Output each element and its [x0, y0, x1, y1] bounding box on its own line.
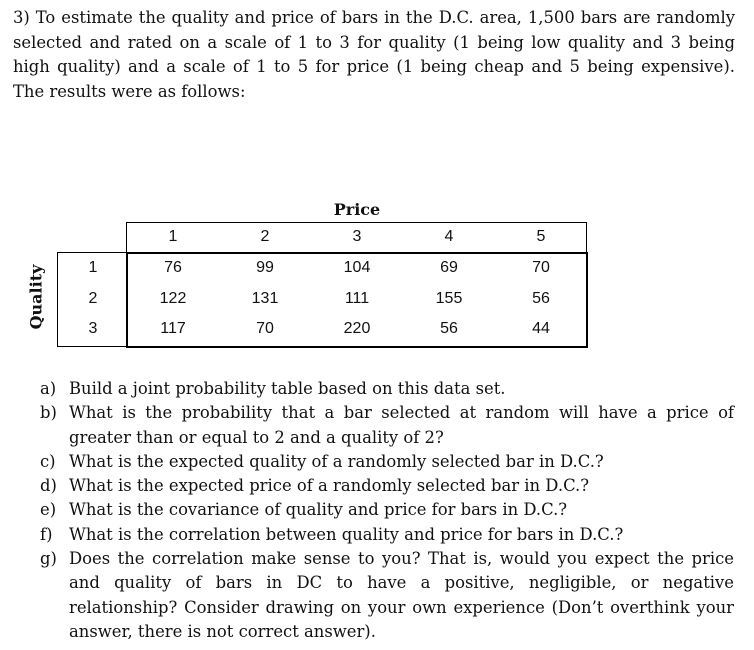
table-cell: 220 [343, 320, 371, 337]
question-letter: c) [40, 451, 56, 471]
question-list [40, 377, 734, 644]
quality-level-3: 3 [88, 320, 98, 337]
table-cell: 44 [532, 320, 550, 337]
table-cell: 76 [164, 259, 182, 276]
question-e [40, 498, 734, 522]
question-f [40, 523, 734, 547]
table-cell: 104 [343, 259, 371, 276]
question-a [40, 377, 734, 401]
question-text: What is the covariance of quality and price for bars in D.C.? [69, 500, 568, 520]
price-level-4: 4 [444, 228, 454, 245]
question-text: Does the correlation make sense to you? That is, would you expect the price and quality of bars in DC to have a positive, negligible, or negative relationship? Consider drawing on your own experience (Don’t overthink your answer, there is not correct answer). [69, 549, 734, 641]
question-text: What is the expected quality of a randomly selected bar in D.C.? [69, 451, 604, 471]
question-text: What is the correlation between quality and price for bars in D.C.? [69, 524, 624, 544]
quality-axis-title: Quality [26, 264, 46, 330]
table-cell: 70 [256, 320, 274, 337]
question-letter: b) [40, 403, 57, 423]
table-cell: 117 [160, 320, 186, 337]
price-level-1: 1 [168, 228, 178, 245]
question-letter: f) [40, 524, 53, 544]
price-level-2: 2 [260, 228, 270, 245]
table-cell: 131 [251, 290, 279, 307]
question-d [40, 474, 734, 498]
question-c [40, 450, 734, 474]
quality-level-2: 2 [88, 290, 98, 307]
problem-intro: 3) To estimate the quality and price of bars in the D.C. area, 1,500 bars are randomly selected and rated on a scale of 1 to 3 for quality (1 being low quality and 3 being high quality) and a scale of 1 to 5 for price (1 being cheap and 5 being expensive). The results were as follows: [13, 8, 735, 101]
table-cell: 70 [532, 259, 550, 276]
price-axis-title: Price [333, 200, 381, 219]
quality-level-1: 1 [88, 259, 98, 276]
table-cell: 56 [532, 290, 550, 307]
question-g [40, 547, 734, 644]
price-level-3: 3 [352, 228, 362, 245]
question-letter: g) [40, 549, 57, 569]
question-letter: d) [40, 476, 57, 496]
table-cell: 69 [440, 259, 458, 276]
question-text: What is the probability that a bar selected at random will have a price of greater than or equal to 2 and a quality of 2? [69, 403, 734, 447]
question-text: What is the expected price of a randomly selected bar in D.C.? [69, 476, 590, 496]
question-letter: e) [40, 500, 57, 520]
question-text: Build a joint probability table based on this data set. [69, 379, 506, 398]
table-cell: 155 [435, 290, 463, 307]
question-letter: a) [40, 379, 57, 398]
table-cell: 122 [159, 290, 187, 307]
price-level-5: 5 [536, 228, 546, 245]
table-cell: 56 [440, 320, 458, 337]
question-b [40, 401, 734, 450]
table-cell: 99 [256, 259, 274, 276]
table-cell: 111 [344, 290, 370, 307]
